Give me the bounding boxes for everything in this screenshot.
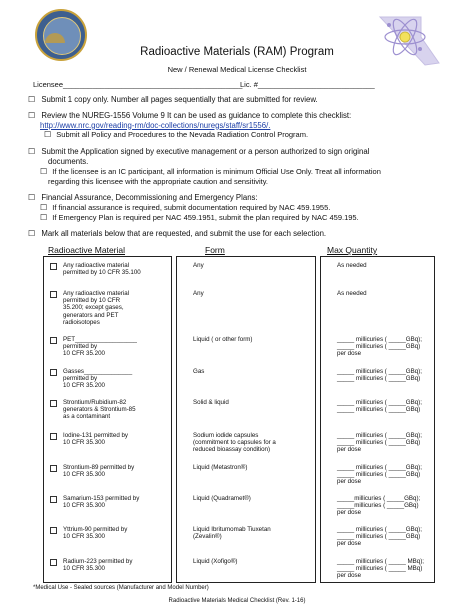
checklist-subitem-financial: ☐ If financial assurance is required, submit documentation required by NAC 459.1955. [40,203,331,212]
checklist-subitem-emergency: ☐ If Emergency Plan is required per NAC 459.1951, submit the plan required by NAC 459.195. [40,213,359,222]
footnote: *Medical Use - Sealed sources (Manufacturer and Model Number) [33,585,209,591]
material-checkbox[interactable] [50,496,57,503]
checkbox-icon[interactable]: ☐ [28,111,36,120]
column-header-quantity: Max Quantity [327,245,378,255]
checkbox-icon[interactable]: ☐ [28,229,36,238]
form-column-box: Any Any Liquid ( or other form) Gas Solid & liquid Sodium iodide capsules (commitment to capsules for a reduced bioassay condition) Liquid (Metastron®) Liquid (Quadramet®) Liquid Ibritumomab Tiuxetan (Zevalin®) Liquid (Xofigo®) [176,256,316,583]
checkbox-icon[interactable]: ☐ [40,213,48,222]
page-title: Radioactive Materials (RAM) Program [140,46,334,58]
licensee-field[interactable]: Licensee___________________________________________ [33,80,243,89]
material-checkbox[interactable] [50,559,57,566]
material-checkbox[interactable] [50,433,57,440]
checklist-item-copies: ☐ Submit 1 copy only. Number all pages sequentially that are submitted for review. [28,95,318,104]
checklist-subitem-ic-cont: regarding this licensee with the appropriate caution and sensitivity. [48,176,268,186]
material-checkbox[interactable] [50,369,57,376]
column-header-form: Form [205,245,225,255]
license-number-field[interactable]: Lic. #____________________________ [240,80,375,89]
checkbox-icon[interactable]: ☐ [28,147,36,156]
material-checkbox[interactable] [50,465,57,472]
checklist-item-application-cont: documents. [48,156,89,166]
checklist-item-financial: ☐ Financial Assurance, Decommissioning and Emergency Plans: [28,193,258,202]
checklist-subitem-ic: ☐ If the licensee is an IC participant, all information is minimum Official Use Only. Treat all information [40,167,381,176]
checkbox-icon[interactable]: ☐ [40,167,48,176]
material-checkbox[interactable] [50,527,57,534]
checkbox-icon[interactable]: ☐ [40,203,48,212]
checklist-subitem-policy: ☐ Submit all Policy and Procedures to the Nevada Radiation Control Program. [44,130,309,139]
checkbox-icon[interactable]: ☐ [28,193,36,202]
checklist-item-materials: ☐ Mark all materials below that are requested, and submit the use for each selection. [28,229,327,238]
checklist-item-application: ☐ Submit the Application signed by executive management or a person authorized to sign original [28,147,370,156]
radiation-atom-logo [375,15,441,67]
checklist-item-nureg: ☐ Review the NUREG-1556 Volume 9 It can be used as guidance to complete this checklist: [28,111,352,120]
material-column-box: Any radioactive material permitted by 10 CFR 35.100 Any radioactive material permitted by 10 CFR 35.200; except gases, generators and PET radioisotopes PET__________________ permitted by 10 CFR 35.200 Gasses______________ permitted by 10 CFR 35.200 Strontium/Rubidium-82 generators & Strontium-85 as a contaminant Iodine-131 permitted by 10 CFR 35.300 Strontium-89 permitted by 10 CFR 35.300 Samarium-153 permitted by 10 CFR 35.300 Yttrium-90 permitted by 10 CFR 35.300 Radium-223 permitted by 10 CFR 35.300 [43,256,172,583]
nureg-link[interactable]: http://www.nrc.gov/reading-rm/doc-collections/nuregs/staff/sr1556/. [40,120,271,130]
material-checkbox[interactable] [50,400,57,407]
material-checkbox[interactable] [50,263,57,270]
page-subtitle: New / Renewal Medical License Checklist [167,65,307,74]
quantity-column-box: As needed As needed _____ millicuries ( _____GBq); _____ millicuries ( _____GBq) per dose _____ millicuries ( _____GBq); _____ millicuries ( _____GBq) _____ millicuries ( _____GBq); _____ millicuries ( _____GBq) _____ millicuries ( _____GBq); _____ millicuries ( _____GBq) per dose _____ millicuries ( _____GBq); _____ millicuries ( _____GBq) per dose _____millicuries ( _____GBq); _____millicuries ( _____GBq) per dose _____ millicuries ( _____GBq); _____ millicuries ( _____GBq) per dose _____ millicuries ( _____ MBq); _____ millicuries ( _____ MBq) per dose [320,256,435,583]
material-checkbox[interactable] [50,337,57,344]
column-header-material: Radioactive Material [48,245,126,255]
checkbox-icon[interactable]: ☐ [28,95,36,104]
checkbox-icon[interactable]: ☐ [44,130,52,139]
page-footer: Radioactive Materials Medical Checklist (Rev. 1-16) [168,598,306,604]
material-checkbox[interactable] [50,291,57,298]
